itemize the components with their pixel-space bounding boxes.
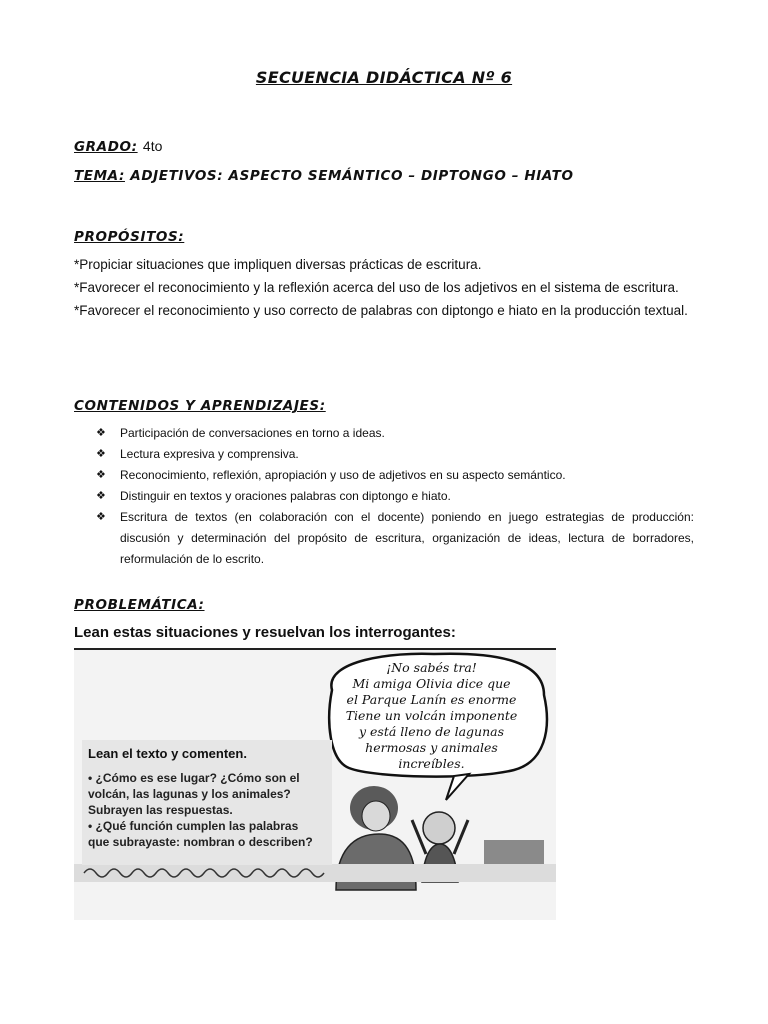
list-item: ❖ Participación de conversaciones en torno a ideas.	[96, 423, 694, 444]
list-item: ❖ Distinguir en textos y oraciones palabras con diptongo e hiato.	[96, 486, 694, 507]
contenidos-heading: CONTENIDOS Y APRENDIZAJES:	[74, 398, 326, 414]
document-title: SECUENCIA DIDÁCTICA Nº 6	[255, 68, 513, 87]
panel-questions: • ¿Cómo es ese lugar? ¿Cómo son el volcán, las lagunas y los animales? Subrayen las respuestas. • ¿Qué función cumplen las palabras que subrayaste: nombran o describen?	[88, 771, 313, 849]
propositos-heading: PROPÓSITOS:	[74, 229, 185, 245]
tema-value: ADJETIVOS: ASPECTO SEMÁNTICO – DIPTONGO – HIATO	[130, 168, 574, 184]
proposito-item: *Favorecer el reconocimiento y uso correcto de palabras con diptongo e hiato en la producción textual.	[74, 303, 688, 318]
grado-label: GRADO:	[74, 139, 138, 155]
contenidos-list	[96, 423, 694, 570]
proposito-item: *Favorecer el reconocimiento y la reflexión acerca del uso de los adjetivos en el sistema de escritura.	[74, 280, 679, 295]
instructions-panel	[82, 740, 332, 865]
problematica-lead: Lean estas situaciones y resuelvan los interrogantes:	[74, 624, 456, 641]
grado-line	[74, 138, 162, 155]
problematica-heading: PROBLEMÁTICA:	[74, 597, 205, 613]
grado-value: 4to	[142, 138, 163, 154]
diamond-bullet-icon: ❖	[96, 511, 106, 523]
diamond-bullet-icon: ❖	[96, 448, 106, 460]
list-item: ❖ Reconocimiento, reflexión, apropiación y uso de adjetivos en su aspecto semántico.	[96, 465, 694, 486]
tema-label: TEMA:	[74, 168, 125, 184]
list-item: ❖ Escritura de textos (en colaboración con el docente) poniendo en juego estrategias de producción: discusión y determinación del propósito de escritura, organización de ideas, lectura de borradores, reformulación de lo escrito.	[96, 507, 694, 570]
tema-line	[74, 168, 574, 184]
speech-bubble-text: ¡No sabés tra! Mi amiga Olivia dice que el Parque Lanín es enorme Tiene un volcán imponente y está lleno de lagunas hermosas y animales increíbles.	[345, 660, 518, 771]
list-item: ❖ Lectura expresiva y comprensiva.	[96, 444, 694, 465]
proposito-item: *Propiciar situaciones que impliquen diversas prácticas de escritura.	[74, 257, 482, 272]
propositos-list	[74, 253, 694, 322]
diamond-bullet-icon: ❖	[96, 490, 106, 502]
diamond-bullet-icon: ❖	[96, 469, 106, 481]
panel-title: Lean el texto y comenten.	[88, 746, 247, 761]
diamond-bullet-icon: ❖	[96, 427, 106, 439]
worksheet-illustration	[74, 648, 556, 920]
